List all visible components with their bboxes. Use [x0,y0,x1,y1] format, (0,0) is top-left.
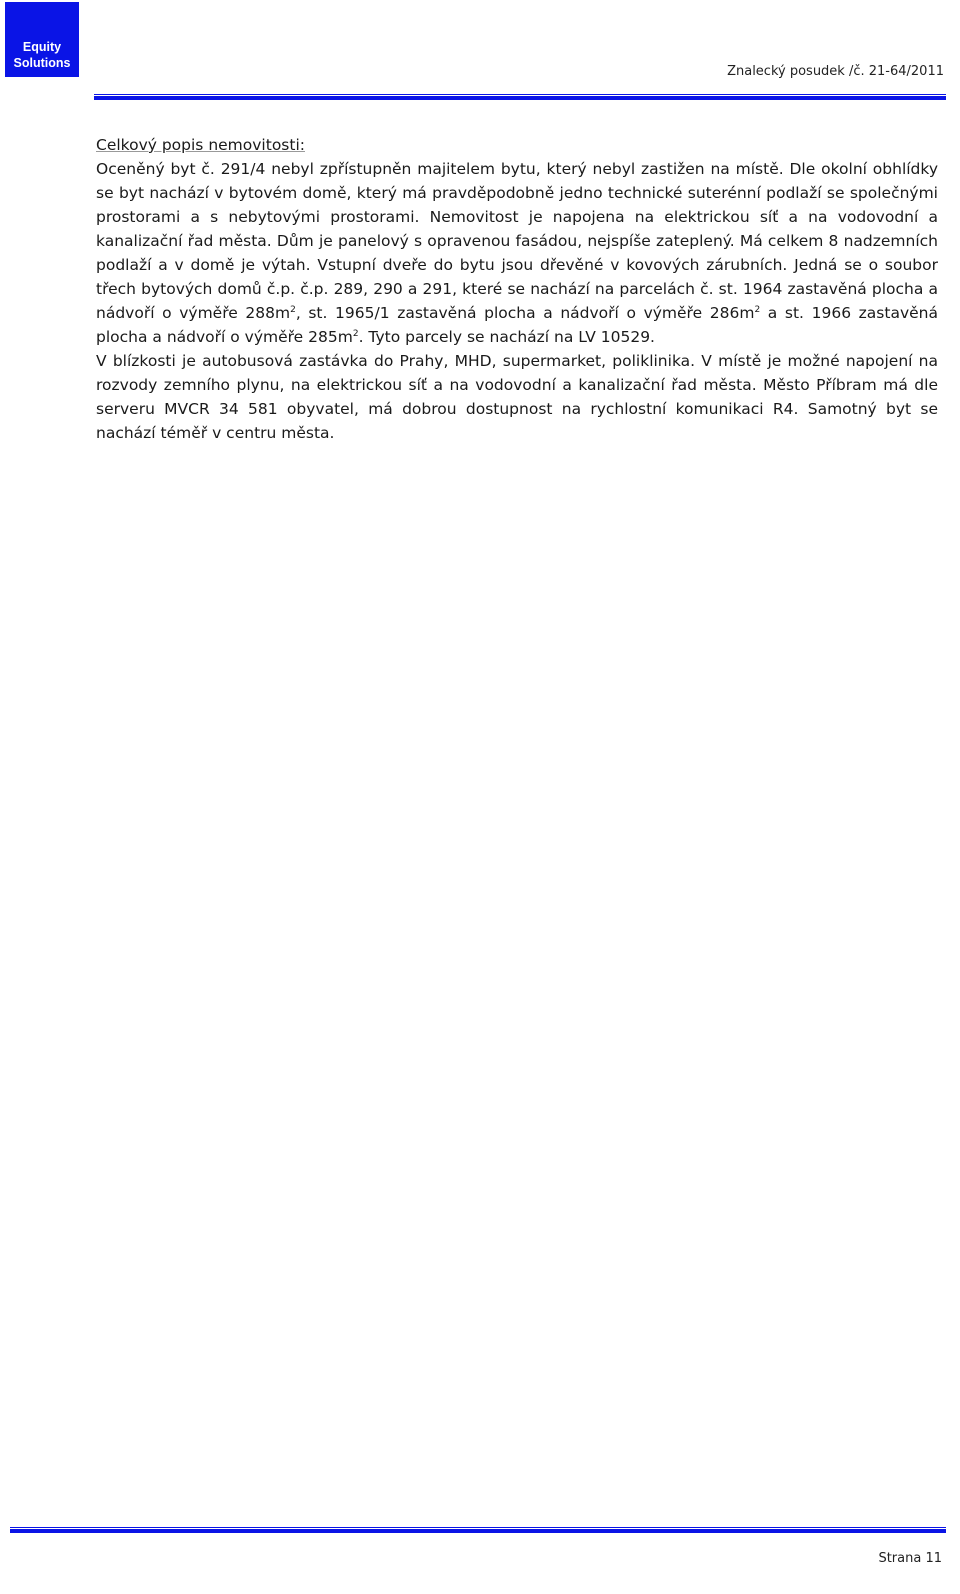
main-content [96,133,938,445]
description-paragraph-1 [96,157,938,349]
paragraph-1-text-b: , st. 1965/1 zastavěná plocha a nádvoří o výměře 286m [295,304,755,322]
footer-divider [10,1527,946,1533]
paragraph-1-text-c: a st. 1966 zastavěná plocha a nádvoří o výměře 285m [96,304,938,346]
section-heading: Celkový popis nemovitosti: [96,136,305,154]
superscript-2: 2 [754,305,761,315]
description-paragraph-2: V blízkosti je autobusová zastávka do Prahy, MHD, supermarket, poliklinika. V místě je možné napojení na rozvody zemního plynu, na elektrickou síť a na vodovodní a kanalizační řad města. Město Příbram má dle serveru MVCR 34 581 obyvatel, má dobrou dostupnost na rychlostní komunikaci R4. Samotný byt se nachází téměř v centru města. [96,352,938,442]
paragraph-1-text-a: Oceněný byt č. 291/4 nebyl zpřístupněn majitelem bytu, který nebyl zastižen na místě. Dle okolní obhlídky se byt nachází v bytovém domě, který má pravděpodobně jedno technické suterénní podlaží se společnými prostorami a s nebytovými prostorami. Nemovitost je napojena na elektrickou síť a na vodovodní a kanalizační řad města. Dům je panelový s opravenou fasádou, nejspíše zateplený. Má celkem 8 nadzemních podlaží a v domě je výtah. Vstupní dveře do bytu jsou dřevěné v kovových zárubních. Jedná se o soubor třech bytových domů č.p. č.p. 289, 290 a 291, které se nachází na parcelách č. st. 1964 zastavěná plocha a nádvoří o výměře 288m [96,160,938,322]
paragraph-1-text-d: . Tyto parcely se nachází na LV 10529. [358,328,655,346]
superscript-1: 2 [290,305,296,315]
page-number: Strana 11 [878,1551,942,1566]
header-divider [94,94,946,100]
company-logo [5,2,79,77]
superscript-3: 2 [352,329,359,339]
logo-line-2: Solutions [13,56,71,70]
logo-line-1: Equity [22,40,62,54]
document-reference: Znalecký posudek /č. 21-64/2011 [727,64,944,79]
